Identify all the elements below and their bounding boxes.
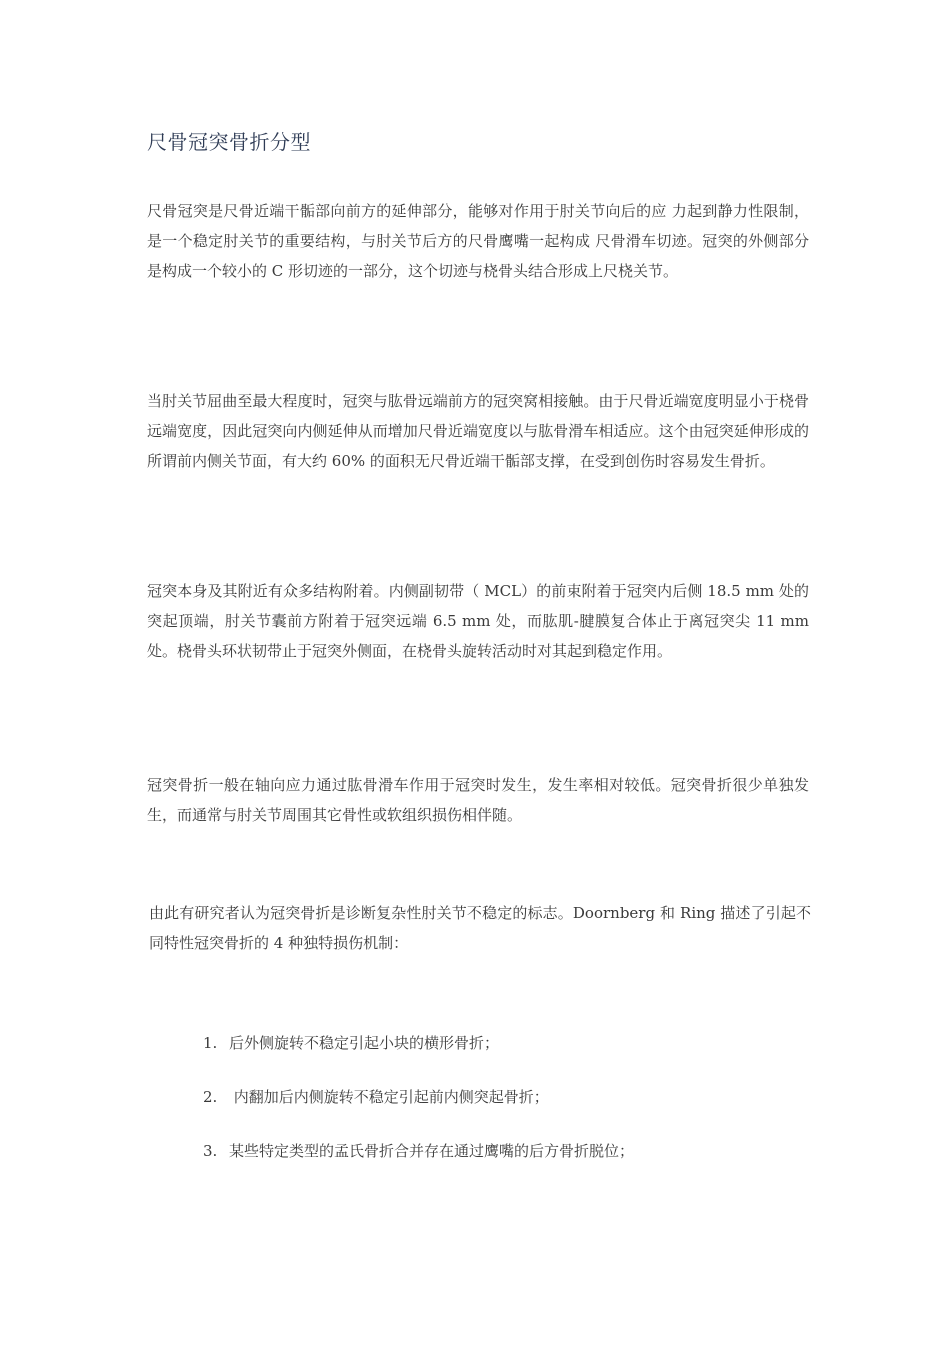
injury-mechanism-list — [203, 1028, 634, 1190]
list-item — [203, 1028, 634, 1082]
list-item — [203, 1136, 634, 1190]
list-item-text: 后外侧旋转不稳定引起小块的横形骨折； — [229, 1034, 500, 1052]
list-item-text: 某些特定类型的孟氏骨折合并存在通过鹰嘴的后方骨折脱位； — [229, 1142, 635, 1160]
paragraph-anteromedial-facet: 当肘关节屈曲至最大程度时，冠突与肱骨远端前方的冠突窝相接触。由于尺骨近端宽度明显小于桡骨远端宽度，因此冠突向内侧延伸从而增加尺骨近端宽度以与肱骨滑车相适应。这个由冠突延伸形成的所谓前内侧关节面，有大约 60% 的面积无尺骨近端干骺部支撑，在受到创伤时容易发生骨折。 — [147, 392, 809, 470]
paragraph-fracture-mechanism: 冠突骨折一般在轴向应力通过肱骨滑车作用于冠突时发生，发生率相对较低。冠突骨折很少单独发生，而通常与肘关节周围其它骨性或软组织损伤相伴随。 — [147, 776, 809, 824]
document-title: 尺骨冠突骨折分型 — [147, 130, 311, 154]
list-item-number: 3. — [203, 1142, 218, 1160]
list-item-text: 内翻加后内侧旋转不稳定引起前内侧突起骨折； — [229, 1088, 549, 1106]
list-item-number: 1. — [203, 1034, 218, 1052]
paragraph-attachments: 冠突本身及其附近有众多结构附着。内侧副韧带（ MCL）的前束附着于冠突内后侧 18.5 mm 处的突起顶端，肘关节囊前方附着于冠突远端 6.5 mm 处，而肱肌-腱膜复合体止于离冠突尖 11 mm 处。桡骨头环状韧带止于冠突外侧面，在桡骨头旋转活动时对其起到稳定作用。 — [147, 582, 809, 660]
list-item — [203, 1082, 634, 1136]
list-item-number: 2. — [203, 1088, 218, 1106]
paragraph-coronoid-anatomy: 尺骨冠突是尺骨近端干骺部向前方的延伸部分，能够对作用于肘关节向后的应 力起到静力性限制，是一个稳定肘关节的重要结构，与肘关节后方的尺骨鹰嘴一起构成 尺骨滑车切迹。冠突的外侧部分是构成一个较小的 C 形切迹的一部分，这个切迹与桡骨头结合形成上尺桡关节。 — [147, 202, 809, 280]
paragraph-injury-mechanisms-intro: 由此有研究者认为冠突骨折是诊断复杂性肘关节不稳定的标志。Doornberg 和 Ring 描述了引起不同特性冠突骨折的 4 种独特损伤机制： — [149, 904, 811, 952]
